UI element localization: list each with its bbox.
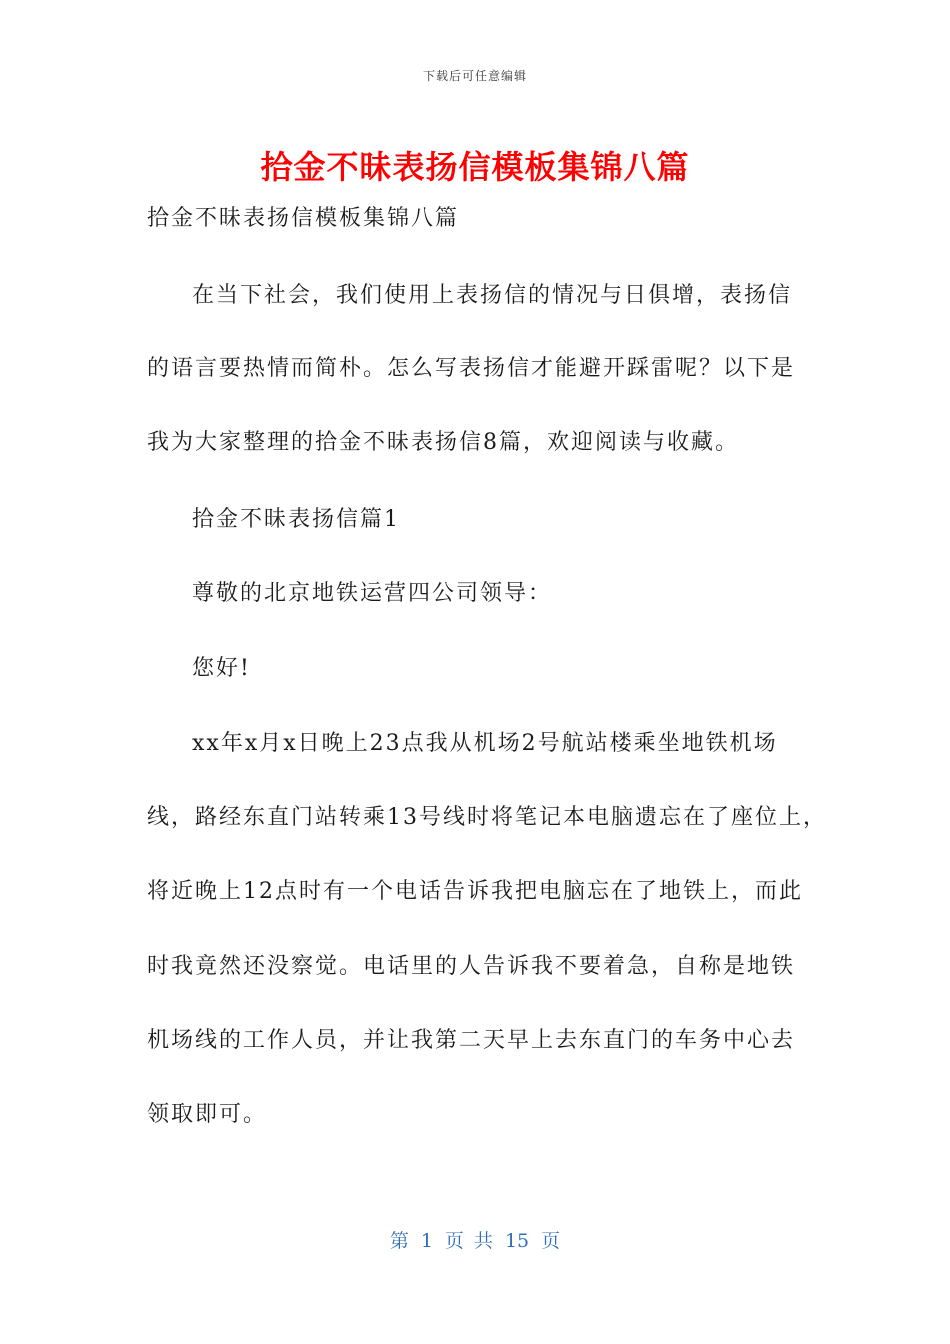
footer-current-page: 1 bbox=[420, 1230, 433, 1252]
footer-total-pages: 15 bbox=[504, 1230, 530, 1252]
intro-line-2: 的语言要热情而简朴。怎么写表扬信才能避开踩雷呢？以下是 bbox=[147, 356, 796, 381]
intro-line-3: 我为大家整理的拾金不昧表扬信8篇，欢迎阅读与收藏。 bbox=[147, 430, 739, 455]
body-line-3: 将近晚上12点时有一个电话告诉我把电脑忘在了地铁上，而此 bbox=[147, 879, 803, 904]
header-note: 下载后可任意编辑 bbox=[422, 69, 527, 83]
document-subtitle: 拾金不昧表扬信模板集锦八篇 bbox=[147, 206, 460, 231]
footer-label-of: 页 共 bbox=[444, 1230, 493, 1252]
page-footer bbox=[0, 1226, 950, 1253]
greeting: 您好! bbox=[192, 656, 251, 681]
body-line-2: 线，路经东直门站转乘13号线时将笔记本电脑遗忘在了座位上， bbox=[147, 805, 827, 830]
salutation: 尊敬的北京地铁运营四公司领导： bbox=[192, 581, 553, 606]
body-line-5: 机场线的工作人员，并让我第二天早上去东直门的车务中心去 bbox=[147, 1028, 796, 1053]
footer-label-pages: 页 bbox=[541, 1230, 561, 1252]
document-title: 拾金不昧表扬信模板集锦八篇 bbox=[260, 148, 690, 186]
footer-label-page: 第 bbox=[389, 1230, 409, 1252]
section-heading: 拾金不昧表扬信篇1 bbox=[192, 507, 400, 532]
body-line-4: 时我竟然还没察觉。电话里的人告诉我不要着急，自称是地铁 bbox=[147, 954, 796, 979]
body-line-6: 领取即可。 bbox=[147, 1102, 268, 1127]
body-line-1: xx年x月x日晚上23点我从机场2号航站楼乘坐地铁机场 bbox=[192, 731, 778, 756]
intro-line-1: 在当下社会，我们使用上表扬信的情况与日俱增，表扬信 bbox=[192, 283, 793, 308]
